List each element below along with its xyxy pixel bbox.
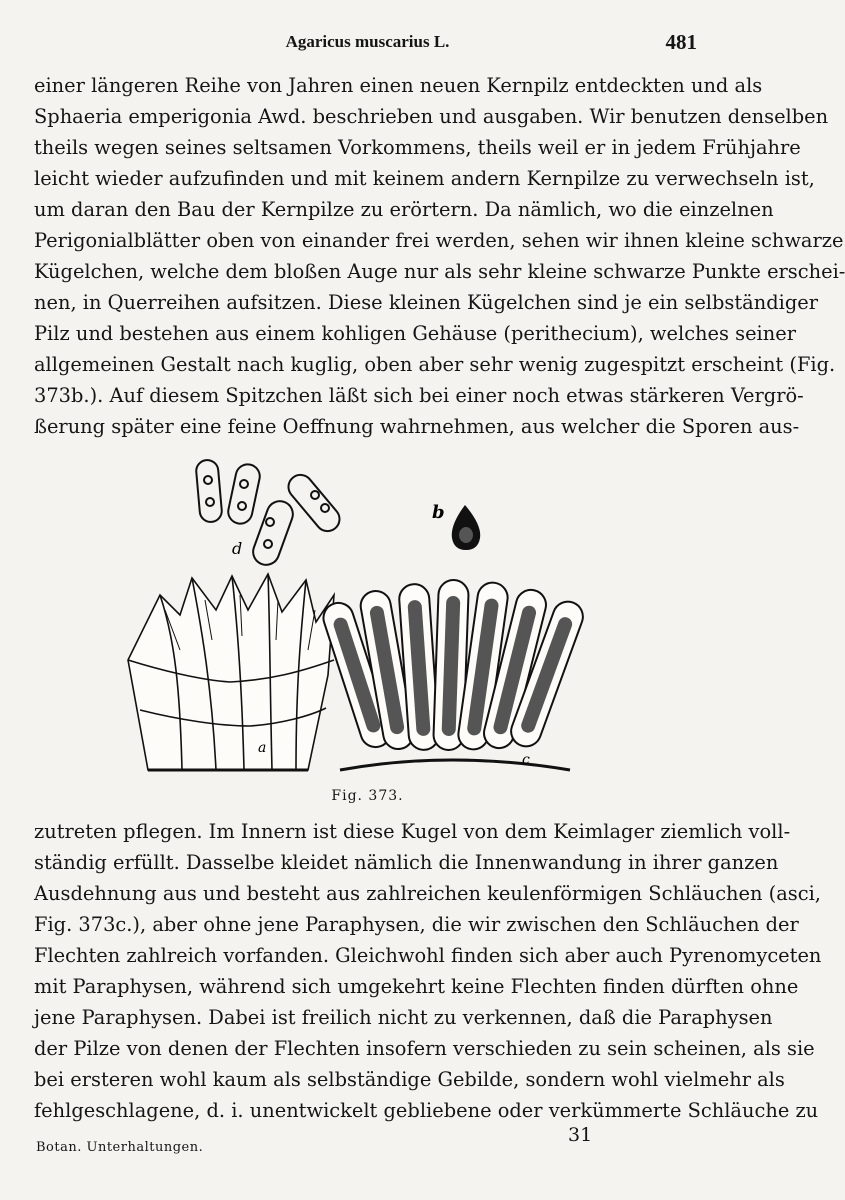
figure-373 [120,450,700,790]
text-line: fehlgeschlagene, d. i. unentwickelt gebliebene oder verkümmerte Schläuche zu [34,1099,819,1122]
book-title-footer: Botan. Unterhaltungen. [36,1140,204,1155]
text-line: ßerung später eine feine Oeffnung wahrnehmen, aus welcher die Sporen aus- [34,415,800,438]
text-line: zutreten pflegen. Im Innern ist diese Kugel von dem Keimlager ziemlich voll- [34,820,791,843]
spores-illustration-d [195,459,344,568]
figure-label-b: b [432,502,445,523]
figure-label-a: a [258,740,267,756]
text-line: um daran den Bau der Kernpilze zu erörtern. Da nämlich, wo die einzelnen [34,198,774,221]
signature-mark: 31 [568,1124,593,1146]
text-line: Perigonialblätter oben von einander frei werden, sehen wir ihnen kleine schwarze [34,229,844,252]
text-line: Kügelchen, welche dem bloßen Auge nur als sehr kleine schwarze Punkte erschei- [34,260,845,283]
asci-illustration-c [320,580,588,770]
figure-caption: Fig. 373. [331,788,404,804]
text-line: einer längeren Reihe von Jahren einen neuen Kernpilz entdeckten und als [34,74,763,97]
running-head: Agaricus muscarius L. [285,32,450,51]
text-line: jene Paraphysen. Dabei ist freilich nicht zu verkennen, daß die Paraphysen [34,1006,773,1029]
figure-label-c: c [522,752,530,768]
text-line: Ausdehnung aus und besteht aus zahlreichen keulenförmigen Schläuchen (asci, [34,882,821,905]
text-line: Fig. 373c.), aber ohne jene Paraphysen, die wir zwischen den Schläuchen der [34,913,799,936]
text-line: leicht wieder aufzufinden und mit keinem andern Kernpilze zu verwechseln ist, [34,167,815,190]
page-header [0,30,735,56]
text-line: Pilz und bestehen aus einem kohligen Gehäuse (perithecium), welches seiner [34,322,796,345]
text-line: mit Paraphysen, während sich umgekehrt keine Flechten finden dürften ohne [34,975,799,998]
text-line: Flechten zahlreich vorfanden. Gleichwohl finden sich aber auch Pyrenomyceten [34,944,822,967]
flower-base-illustration-a [128,574,334,770]
figure-label-d: d [232,539,243,558]
text-line: 373b.). Auf diesem Spitzchen läßt sich bei einer noch etwas stärkeren Vergrö- [34,384,804,407]
text-line: Sphaeria emperigonia Awd. beschrieben und ausgaben. Wir benutzen denselben [34,105,829,128]
page-number: 481 [665,30,697,54]
body-text-bottom [34,816,822,1126]
text-line: allgemeinen Gestalt nach kuglig, oben aber sehr wenig zugespitzt erscheint (Fig. [34,353,836,376]
text-line: nen, in Querreihen aufsitzen. Diese kleinen Kügelchen sind je ein selbständiger [34,291,818,314]
text-line: theils wegen seines seltsamen Vorkommens, theils weil er in jedem Frühjahre [34,136,801,159]
text-line: der Pilze von denen der Flechten insofern verschieden zu sein scheinen, als sie [34,1037,815,1060]
perithecium-illustration-b [452,505,480,550]
body-text-top [34,70,845,442]
text-line: ständig erfüllt. Dasselbe kleidet nämlich die Innenwandung in ihrer ganzen [34,851,779,874]
text-line: bei ersteren wohl kaum als selbständige Gebilde, sondern wohl vielmehr als [34,1068,785,1091]
